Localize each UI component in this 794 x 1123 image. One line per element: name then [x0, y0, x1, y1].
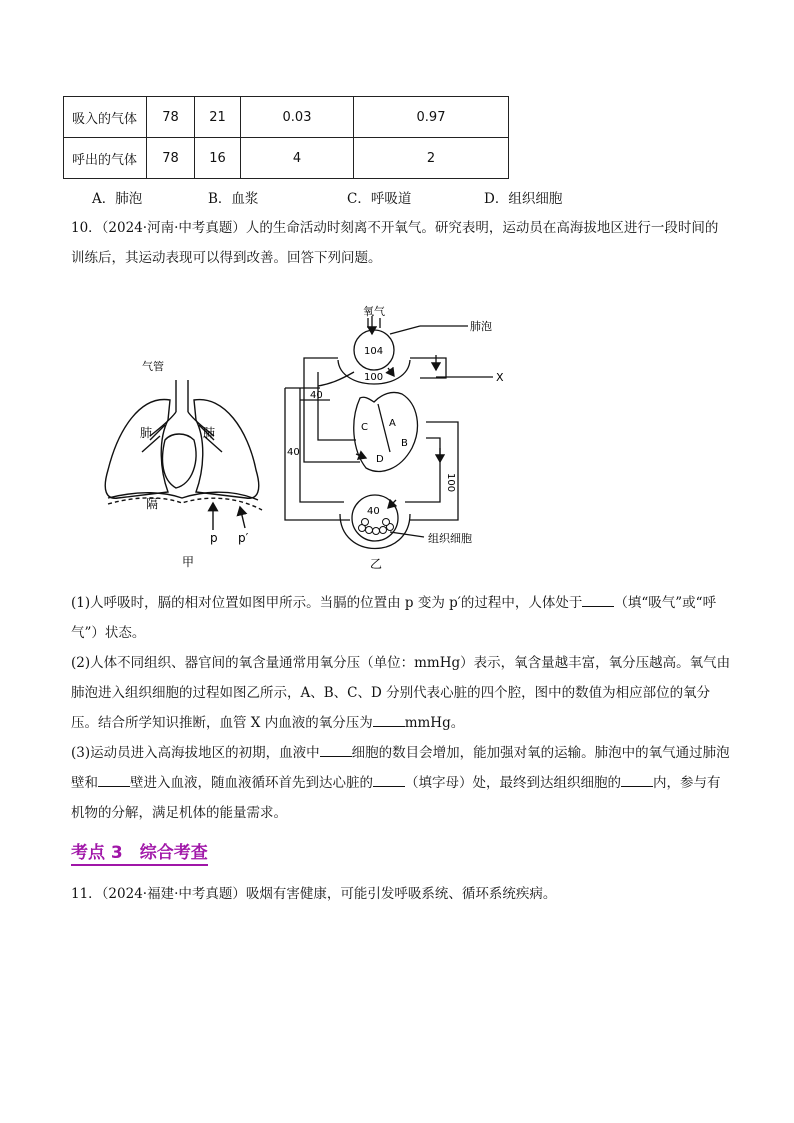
table-cell: 4 — [241, 138, 354, 179]
label-alveolus: 肺泡 — [470, 320, 492, 333]
label-tissue-cells: 组织细胞 — [428, 532, 472, 545]
text: 细胞的数目会增加，能加强对氧的运输。肺泡中的氧气通过肺泡壁和 — [71, 745, 730, 791]
table-cell: 0.97 — [354, 97, 509, 138]
table-cell: 呼出的气体 — [64, 138, 147, 179]
answer-blank[interactable] — [373, 772, 405, 787]
question-10-part-1 — [71, 588, 731, 648]
table-cell: 21 — [195, 97, 241, 138]
answer-blank[interactable] — [582, 592, 614, 607]
section-heading: 考点 3 综合考查 — [71, 842, 208, 866]
caption-jia: 甲 — [182, 555, 195, 569]
value-40-left: 40 — [287, 447, 300, 458]
text: 壁进入血液，随血液循环首先到达心脏的 — [130, 775, 373, 791]
answer-blank[interactable] — [320, 742, 352, 757]
text: 内，参与有机物的分解，满足机体的能量需求。 — [71, 775, 721, 821]
text: (1)人呼吸时，膈的相对位置如图甲所示。当膈的位置由 p 变为 p′的过程中，人体处于 — [71, 595, 583, 611]
figure-yi-circulation — [285, 316, 493, 549]
option-a: A．肺泡 — [92, 191, 143, 207]
chamber-c: C — [361, 422, 368, 433]
chamber-d: D — [376, 454, 384, 465]
value-40-upper: 40 — [310, 390, 323, 401]
caption-yi: 乙 — [370, 557, 383, 571]
text: mmHg。 — [404, 715, 465, 731]
text: (2)人体不同组织、器官间的氧含量通常用氧分压（单位：mmHg）表示，氧含量越丰富，氧分压越高。氧气由肺泡进入组织细胞的过程如图乙所示，A、B、C、D 分别代表心脏的四个腔，图中的数值为相应部位的氧分压。结合所学知识推断，血管 X 内血液的氧分压为 — [71, 655, 731, 731]
table-cell: 78 — [147, 138, 195, 179]
option-d: D．组织细胞 — [484, 191, 563, 207]
question-10-part-3 — [71, 738, 731, 828]
answer-blank[interactable] — [373, 712, 405, 727]
text: (3)运动员进入高海拔地区的初期，血液中 — [71, 745, 320, 761]
table-cell: 吸入的气体 — [64, 97, 147, 138]
value-40-tissue: 40 — [367, 506, 380, 517]
value-104: 104 — [364, 346, 384, 357]
table-cell: 0.03 — [241, 97, 354, 138]
label-diaphragm: 隔 — [146, 497, 159, 511]
question-11-stem: 11．（2024·福建·中考真题）吸烟有害健康，可能引发呼吸系统、循环系统疾病。 — [71, 886, 557, 902]
label-lung-left: 肺 — [140, 426, 153, 440]
label-oxygen: 氧气 — [363, 305, 385, 318]
option-c: C．呼吸道 — [347, 191, 412, 207]
answer-blank[interactable] — [621, 772, 653, 787]
question-10-part-2 — [71, 648, 731, 738]
value-100-right: 100 — [445, 473, 456, 493]
answer-blank[interactable] — [98, 772, 130, 787]
table-cell: 16 — [195, 138, 241, 179]
label-p-prime: p′ — [238, 531, 249, 545]
label-trachea: 气管 — [142, 360, 164, 373]
figure-jia-lungs — [105, 380, 262, 530]
text: （填字母）处，最终到达组织细胞的 — [405, 775, 621, 791]
label-p: p — [210, 531, 218, 545]
option-b: B．血浆 — [208, 191, 259, 207]
table-cell: 2 — [354, 138, 509, 179]
text: （填“吸气”或“呼气”）状态。 — [71, 595, 717, 641]
table-cell: 78 — [147, 97, 195, 138]
label-x: X — [496, 371, 504, 384]
chamber-a: A — [389, 418, 396, 429]
value-100-top: 100 — [364, 372, 384, 383]
chamber-b: B — [401, 438, 408, 449]
tissue-cell-dots — [359, 519, 394, 535]
label-lung-right: 肺 — [203, 426, 216, 440]
question-10-stem: 10．（2024·河南·中考真题）人的生命活动时刻离不开氧气。研究表明，运动员在高海拔地区进行一段时间的训练后，其运动表现可以得到改善。回答下列问题。 — [71, 220, 719, 266]
